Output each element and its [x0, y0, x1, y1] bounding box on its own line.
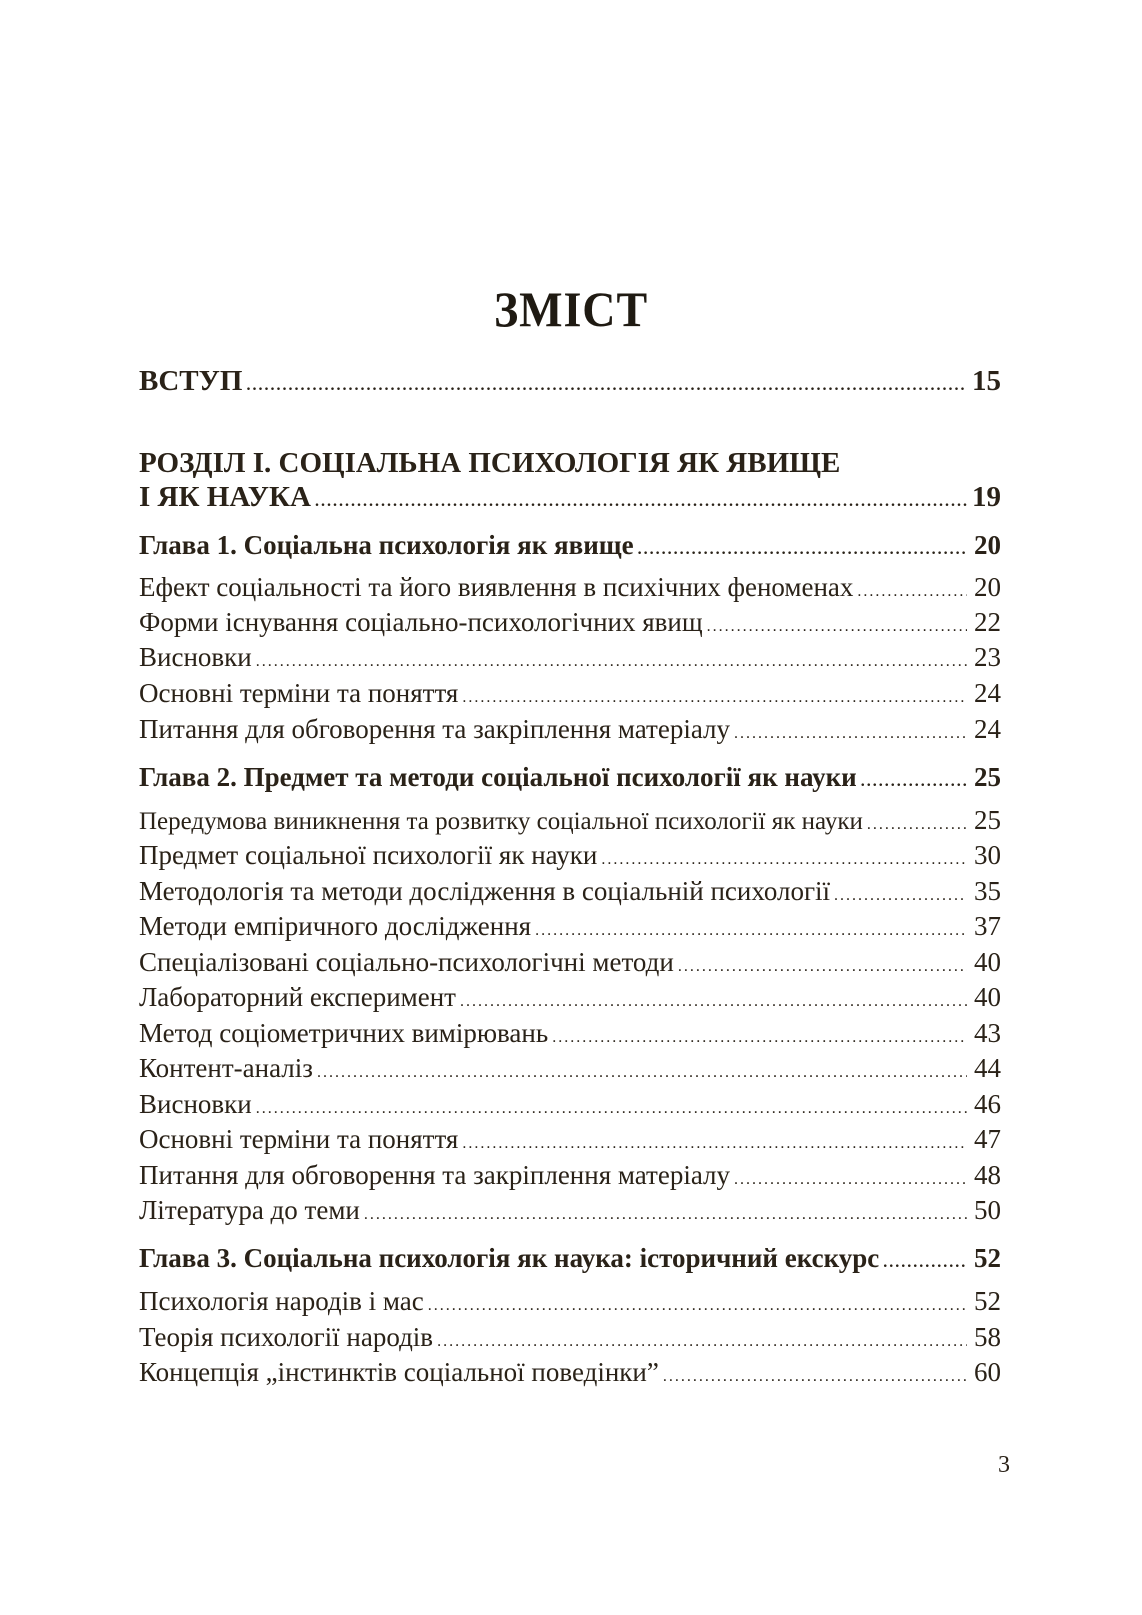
toc-page: 24 — [974, 714, 1001, 744]
toc-label: Основні терміни та поняття — [139, 1124, 459, 1154]
toc-label: Література до теми — [139, 1195, 360, 1225]
toc-label: Форми існування соціально-психологічних явищ — [139, 607, 703, 637]
dot-leader — [364, 1198, 967, 1232]
toc-label: Методи емпіричного дослідження — [139, 911, 532, 941]
toc-item[interactable] — [139, 1122, 1001, 1161]
toc-label: Висновки — [139, 642, 252, 672]
toc-page: 58 — [974, 1322, 1001, 1352]
toc-item[interactable] — [139, 1051, 1001, 1090]
toc-label: Методологія та методи дослідження в соціальній психології — [139, 876, 831, 906]
toc-label: Передумова виникнення та розвитку соціальної психології як науки — [139, 808, 863, 835]
toc-item[interactable] — [139, 945, 1001, 984]
toc-label: Контент-аналіз — [139, 1053, 313, 1083]
dot-leader — [552, 1021, 967, 1055]
toc-label: Ефект соціальності та його виявлення в психічних феноменах — [139, 572, 854, 602]
page-number: 3 — [998, 1452, 1010, 1478]
dot-leader — [428, 1289, 967, 1323]
toc-label: І ЯК НАУКА — [139, 481, 311, 513]
toc-item[interactable] — [139, 1193, 1001, 1232]
dot-leader — [734, 1163, 967, 1197]
dot-leader — [867, 808, 967, 842]
toc-label: Глава 1. Соціальна психологія як явище — [139, 530, 634, 560]
toc-page: 47 — [974, 1124, 1001, 1154]
toc-label: Концепція „інстинктів соціальної поведінки” — [139, 1357, 659, 1387]
toc-item[interactable] — [139, 909, 1001, 948]
dot-leader — [256, 645, 967, 679]
dot-leader — [883, 1246, 967, 1280]
toc-item[interactable] — [139, 712, 1001, 751]
dot-leader — [535, 914, 967, 948]
dot-leader — [315, 485, 967, 519]
dot-leader — [707, 610, 967, 644]
toc-entry-intro[interactable] — [139, 364, 1001, 403]
toc-label: Глава 2. Предмет та методи соціальної психології як науки — [139, 762, 857, 792]
toc-page: 25 — [974, 762, 1001, 792]
toc-label: ВСТУП — [139, 365, 243, 397]
dot-leader — [638, 533, 967, 567]
toc-item[interactable] — [139, 1355, 1001, 1394]
toc-item[interactable] — [139, 838, 1001, 877]
dot-leader — [460, 985, 967, 1019]
toc-entry-part1[interactable] — [139, 480, 1001, 519]
toc-label: Спеціалізовані соціально-психологічні методи — [139, 947, 674, 977]
toc-label: Психологія народів і мас — [139, 1286, 424, 1316]
dot-leader — [246, 369, 967, 403]
toc-page: 52 — [974, 1286, 1001, 1316]
toc-item[interactable] — [139, 640, 1001, 679]
toc-item[interactable] — [139, 980, 1001, 1019]
dot-leader — [861, 765, 967, 799]
toc-label: Метод соціометричних вимірювань — [139, 1018, 549, 1048]
toc-page: 48 — [974, 1160, 1001, 1190]
dot-leader — [678, 950, 967, 984]
toc-item[interactable] — [139, 1158, 1001, 1197]
dot-leader — [462, 681, 967, 715]
toc-page: 52 — [974, 1243, 1001, 1273]
toc-page: 23 — [974, 642, 1001, 672]
toc-item[interactable] — [139, 605, 1001, 644]
dot-leader — [834, 879, 967, 913]
toc-item[interactable] — [139, 803, 1001, 842]
dot-leader — [317, 1056, 967, 1090]
dot-leader — [437, 1325, 967, 1359]
toc-page: 30 — [974, 840, 1001, 870]
toc-item[interactable] — [139, 676, 1001, 715]
toc-page: 40 — [974, 947, 1001, 977]
toc-label: Теорія психології народів — [139, 1322, 434, 1352]
toc-page: 25 — [974, 805, 1001, 835]
toc-part1-line1[interactable]: РОЗДІЛ І. СОЦІАЛЬНА ПСИХОЛОГІЯ ЯК ЯВИЩЕ — [139, 447, 841, 479]
toc-item[interactable] — [139, 1284, 1001, 1323]
dot-leader — [462, 1127, 967, 1161]
toc-item[interactable] — [139, 1087, 1001, 1126]
dot-leader — [734, 717, 967, 751]
toc-page: 15 — [972, 365, 1001, 397]
toc-page: 43 — [974, 1018, 1001, 1048]
toc-page: 20 — [974, 530, 1001, 560]
toc-label: Питання для обговорення та закріплення матеріалу — [139, 1160, 731, 1190]
toc-item[interactable] — [139, 570, 1001, 609]
toc-entry-chapter1[interactable] — [139, 528, 1001, 567]
toc-entry-chapter2[interactable] — [139, 760, 1001, 799]
dot-leader — [256, 1092, 967, 1126]
toc-page: 22 — [974, 607, 1001, 637]
toc-entry-chapter3[interactable] — [139, 1241, 1001, 1280]
toc-page: 40 — [974, 982, 1001, 1012]
toc-label: Висновки — [139, 1089, 252, 1119]
toc-label: Глава 3. Соціальна психологія як наука: історичний екскурс — [139, 1243, 880, 1273]
dot-leader — [663, 1360, 967, 1394]
toc-label: Питання для обговорення та закріплення матеріалу — [139, 714, 731, 744]
toc-page: 46 — [974, 1089, 1001, 1119]
toc-page: 60 — [974, 1357, 1001, 1387]
toc-page: 19 — [972, 481, 1001, 513]
toc-item[interactable] — [139, 1016, 1001, 1055]
toc-label: Основні терміни та поняття — [139, 678, 459, 708]
toc-item[interactable] — [139, 1320, 1001, 1359]
dot-leader — [857, 575, 967, 609]
toc-label: Лабораторний експеримент — [139, 982, 456, 1012]
toc-page: 24 — [974, 678, 1001, 708]
toc-item[interactable] — [139, 874, 1001, 913]
dot-leader — [601, 843, 967, 877]
page-title: ЗМІСТ — [493, 281, 649, 337]
toc-page: 50 — [974, 1195, 1001, 1225]
toc-page: 37 — [974, 911, 1001, 941]
toc-page: 20 — [974, 572, 1001, 602]
toc-page: 35 — [974, 876, 1001, 906]
toc-label: Предмет соціальної психології як науки — [139, 840, 598, 870]
toc-page: 44 — [974, 1053, 1001, 1083]
